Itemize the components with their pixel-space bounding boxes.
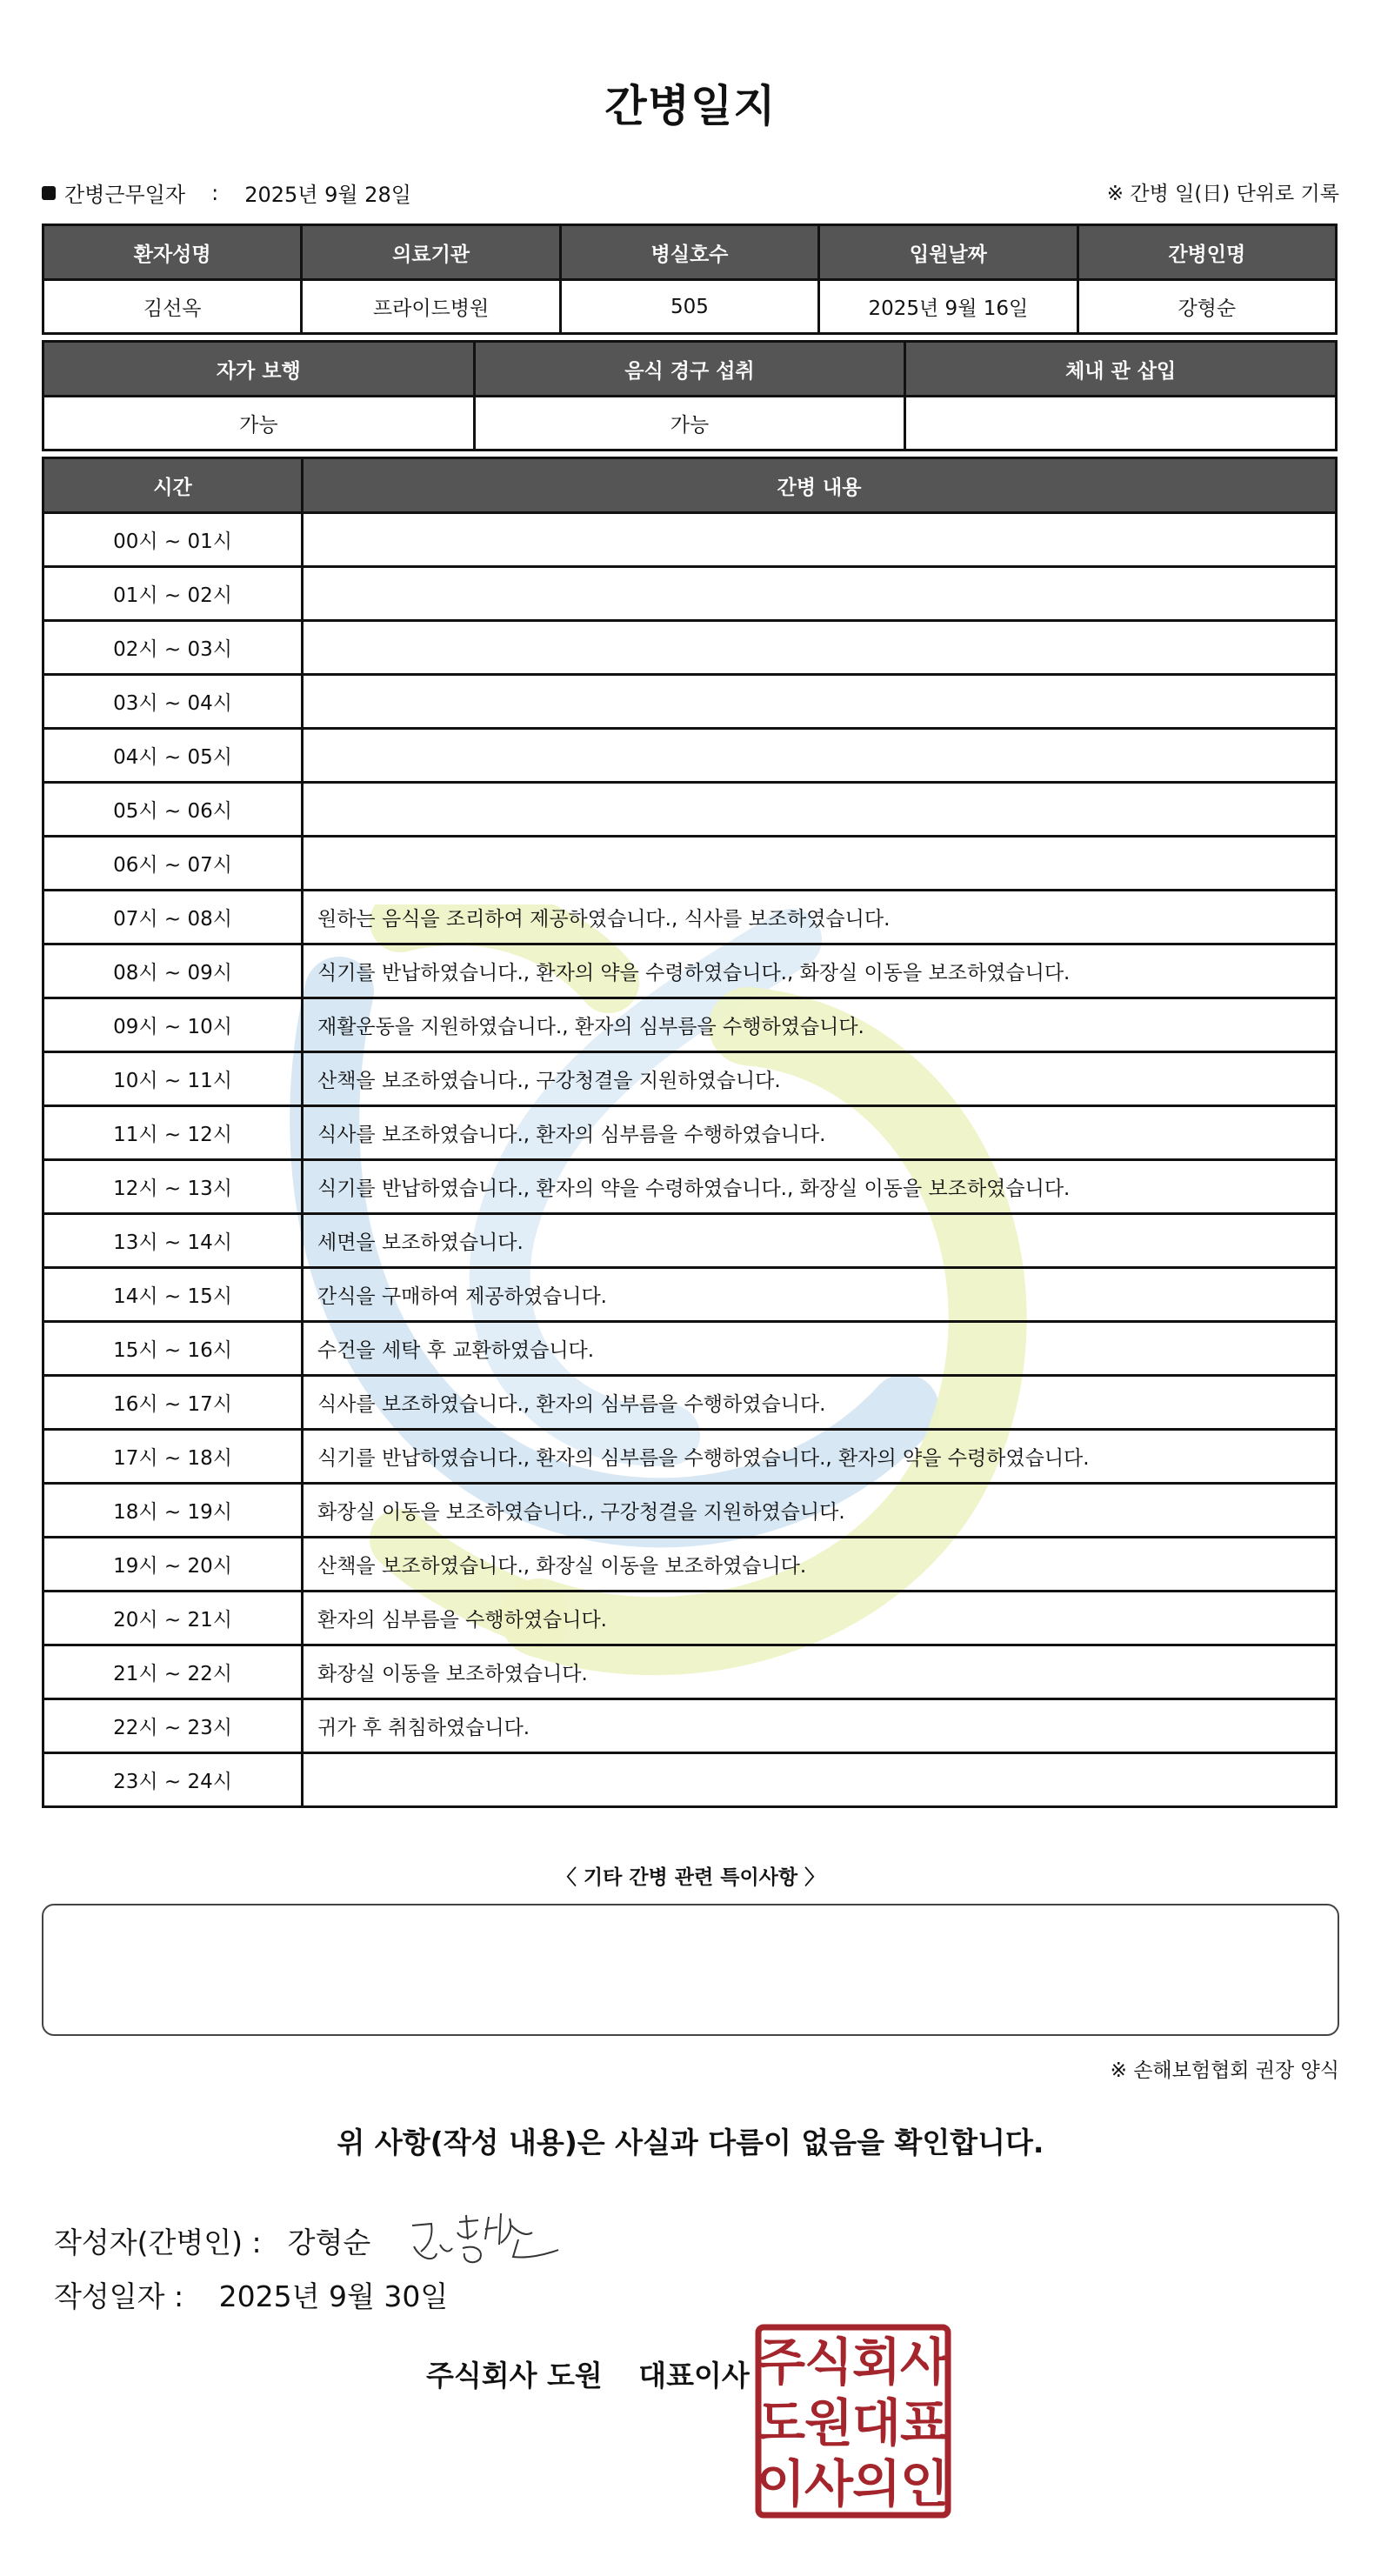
- status-header: 체내 관 삽입: [905, 342, 1337, 397]
- table-row: [43, 944, 1337, 998]
- log-content: 원하는 음식을 조리하여 제공하였습니다., 식사를 보조하였습니다.: [303, 891, 1337, 944]
- log-content: 식사를 보조하였습니다., 환자의 심부름을 수행하였습니다.: [303, 1376, 1337, 1430]
- hospital-name: 프라이드병원: [302, 280, 560, 334]
- log-content: [303, 513, 1337, 567]
- log-header-content: 간병 내용: [303, 458, 1337, 513]
- log-time: 13시 ~ 14시: [43, 1214, 303, 1268]
- seal-char: 표: [899, 2393, 950, 2453]
- info-header: 입원날짜: [819, 225, 1077, 280]
- admission-date: 2025년 9월 16일: [819, 280, 1077, 334]
- work-date: [42, 177, 411, 208]
- writer-label: 작성자(간병인) :: [54, 2225, 262, 2259]
- log-content: 세면을 보조하였습니다.: [303, 1214, 1337, 1268]
- caregiver-name: 강형순: [1077, 280, 1336, 334]
- seal-char: 인: [899, 2454, 950, 2513]
- log-time: 07시 ~ 08시: [43, 891, 303, 944]
- log-content: [303, 675, 1337, 729]
- notes-title: 〈 기타 간병 관련 특이사항 〉: [556, 1866, 825, 1889]
- log-time: 15시 ~ 16시: [43, 1322, 303, 1376]
- write-date-line: [54, 2274, 448, 2315]
- patient-name: 김선옥: [43, 280, 302, 334]
- log-time: 04시 ~ 05시: [43, 729, 303, 783]
- seal-char: 사: [899, 2332, 950, 2392]
- table-row: [43, 1052, 1337, 1106]
- log-time: 03시 ~ 04시: [43, 675, 303, 729]
- log-content: 산책을 보조하였습니다., 구강청결을 지원하였습니다.: [303, 1052, 1337, 1106]
- table-row: [43, 891, 1337, 944]
- writer-name: 강형순: [287, 2225, 371, 2259]
- log-content: 식사를 보조하였습니다., 환자의 심부름을 수행하였습니다.: [303, 1106, 1337, 1160]
- seal-char: 의: [851, 2454, 902, 2513]
- info-header: 의료기관: [302, 225, 560, 280]
- table-row: [43, 1322, 1337, 1376]
- tube-status: [905, 397, 1337, 450]
- table-row: [43, 1645, 1337, 1699]
- log-time: 18시 ~ 19시: [43, 1484, 303, 1538]
- log-content: 환자의 심부름을 수행하였습니다.: [303, 1592, 1337, 1645]
- log-content: [303, 783, 1337, 837]
- company-seal: [755, 2324, 951, 2519]
- log-content: 재활운동을 지원하였습니다., 환자의 심부름을 수행하였습니다.: [303, 998, 1337, 1052]
- log-time: 22시 ~ 23시: [43, 1699, 303, 1753]
- table-row: [43, 1214, 1337, 1268]
- notes-box: [42, 1904, 1339, 2036]
- log-content: 식기를 반납하였습니다., 환자의 심부름을 수행하였습니다., 환자의 약을 수령하였습니다.: [303, 1430, 1337, 1484]
- confirmation-statement: 위 사항(작성 내용)은 사실과 다름이 없음을 확인합니다.: [337, 2126, 1044, 2159]
- log-content: [303, 621, 1337, 675]
- care-log-body: [43, 513, 1337, 1807]
- table-row: [43, 783, 1337, 837]
- log-time: 12시 ~ 13시: [43, 1160, 303, 1214]
- info-header: 간병인명: [1077, 225, 1336, 280]
- log-time: 00시 ~ 01시: [43, 513, 303, 567]
- log-time: 10시 ~ 11시: [43, 1052, 303, 1106]
- table-row: [43, 1376, 1337, 1430]
- bullet-square-icon: [42, 186, 56, 200]
- seal-char: 이: [756, 2454, 806, 2513]
- oral-intake-status: 가능: [474, 397, 905, 450]
- work-date-sep: :: [211, 180, 219, 205]
- table-row: [43, 621, 1337, 675]
- seal-char: 도: [756, 2393, 806, 2453]
- table-row: [43, 729, 1337, 783]
- log-content: 간식을 구매하여 제공하였습니다.: [303, 1268, 1337, 1322]
- log-content: 수건을 세탁 후 교환하였습니다.: [303, 1322, 1337, 1376]
- log-time: 01시 ~ 02시: [43, 567, 303, 621]
- table-row: [43, 998, 1337, 1052]
- writer-line: [54, 2210, 562, 2271]
- log-time: 06시 ~ 07시: [43, 837, 303, 891]
- log-content: [303, 729, 1337, 783]
- footnote: ※ 손해보험협회 권장 양식: [1110, 2059, 1339, 2082]
- table-row: [43, 675, 1337, 729]
- info-header: 환자성명: [43, 225, 302, 280]
- log-time: 14시 ~ 15시: [43, 1268, 303, 1322]
- log-time: 09시 ~ 10시: [43, 998, 303, 1052]
- seal-char: 회: [851, 2332, 902, 2392]
- info-header: 병실호수: [560, 225, 818, 280]
- seal-char: 식: [804, 2332, 854, 2392]
- ceo-title: 대표이사: [638, 2359, 750, 2392]
- seal-char: 원: [804, 2393, 854, 2453]
- record-note: ※ 간병 일(日) 단위로 기록: [1106, 183, 1339, 205]
- room-number: 505: [560, 280, 818, 334]
- log-time: 19시 ~ 20시: [43, 1538, 303, 1592]
- seal-char: 사: [804, 2454, 854, 2513]
- log-time: 08시 ~ 09시: [43, 944, 303, 998]
- log-time: 17시 ~ 18시: [43, 1430, 303, 1484]
- table-row: [43, 1699, 1337, 1753]
- table-row: [43, 1268, 1337, 1322]
- table-row: [43, 1592, 1337, 1645]
- seal-char: 대: [851, 2393, 902, 2453]
- table-row: [43, 513, 1337, 567]
- patient-info-table: [42, 224, 1338, 335]
- log-content: 귀가 후 취침하였습니다.: [303, 1699, 1337, 1753]
- table-row: [43, 1538, 1337, 1592]
- table-row: [43, 1753, 1337, 1807]
- handwritten-signature: [405, 2210, 562, 2271]
- document-title: 간병일지: [604, 81, 777, 131]
- log-time: 21시 ~ 22시: [43, 1645, 303, 1699]
- log-time: 02시 ~ 03시: [43, 621, 303, 675]
- work-date-value: 2025년 9월 28일: [244, 183, 411, 207]
- log-time: 23시 ~ 24시: [43, 1753, 303, 1807]
- work-date-label: 간병근무일자: [64, 183, 186, 207]
- log-time: 11시 ~ 12시: [43, 1106, 303, 1160]
- table-row: [43, 567, 1337, 621]
- log-content: 화장실 이동을 보조하였습니다., 구강청결을 지원하였습니다.: [303, 1484, 1337, 1538]
- log-time: 05시 ~ 06시: [43, 783, 303, 837]
- log-content: 식기를 반납하였습니다., 환자의 약을 수령하였습니다., 화장실 이동을 보조하였습니다.: [303, 1160, 1337, 1214]
- log-content: 산책을 보조하였습니다., 화장실 이동을 보조하였습니다.: [303, 1538, 1337, 1592]
- seal-char: 주: [756, 2332, 806, 2392]
- log-content: 화장실 이동을 보조하였습니다.: [303, 1645, 1337, 1699]
- log-content: [303, 837, 1337, 891]
- table-row: [43, 1430, 1337, 1484]
- status-header: 자가 보행: [43, 342, 475, 397]
- write-date-label: 작성일자 :: [54, 2279, 184, 2313]
- patient-status-table: [42, 340, 1338, 451]
- log-time: 20시 ~ 21시: [43, 1592, 303, 1645]
- log-content: 식기를 반납하였습니다., 환자의 약을 수령하였습니다., 화장실 이동을 보조하였습니다.: [303, 944, 1337, 998]
- table-row: [43, 1484, 1337, 1538]
- write-date-value: 2025년 9월 30일: [218, 2279, 449, 2313]
- status-header: 음식 경구 섭취: [474, 342, 905, 397]
- log-header-time: 시간: [43, 458, 303, 513]
- log-time: 16시 ~ 17시: [43, 1376, 303, 1430]
- company-name: 주식회사 도원: [426, 2359, 603, 2392]
- table-row: [43, 1160, 1337, 1214]
- log-content: [303, 1753, 1337, 1807]
- log-content: [303, 567, 1337, 621]
- care-log-table: [42, 457, 1338, 1808]
- table-row: [43, 1106, 1337, 1160]
- company-line: [426, 2353, 750, 2394]
- walking-status: 가능: [43, 397, 475, 450]
- table-row: [43, 837, 1337, 891]
